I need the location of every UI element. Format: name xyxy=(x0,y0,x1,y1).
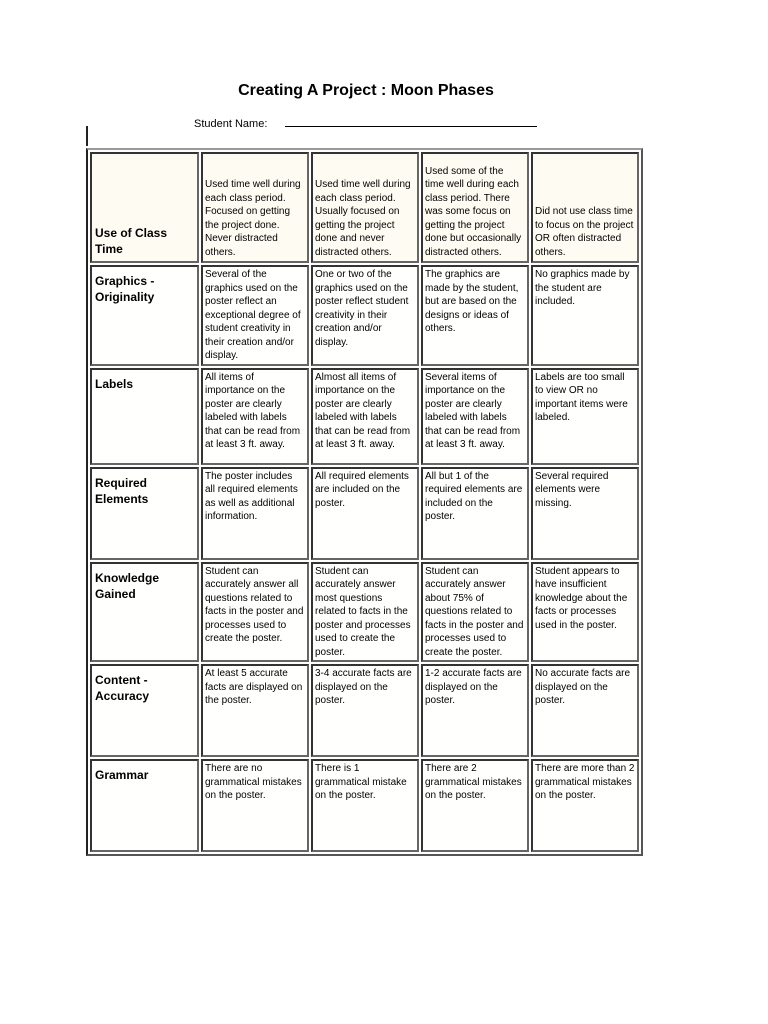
criteria-cell: There are no grammatical mistakes on the poster. xyxy=(201,759,309,852)
rubric-row-content-accuracy xyxy=(90,664,639,757)
criteria-cell: There are 2 grammatical mistakes on the poster. xyxy=(421,759,529,852)
criteria-cell: Used some of the time well during each class period. There was some focus on getting the project done but occasionally distracted others. xyxy=(421,152,529,263)
criteria-cell: Several of the graphics used on the poster reflect an exceptional degree of student creativity in their creation and/or display. xyxy=(201,265,309,366)
rubric-row-graphics-originality xyxy=(90,265,639,366)
criteria-cell: Used time well during each class period. Usually focused on getting the project done and never distracted others. xyxy=(311,152,419,263)
rubric-row-grammar xyxy=(90,759,639,852)
student-name-line xyxy=(194,116,537,130)
criteria-cell: All required elements are included on the poster. xyxy=(311,467,419,560)
criteria-cell: There are more than 2 grammatical mistakes on the poster. xyxy=(531,759,639,852)
margin-mark xyxy=(86,126,88,146)
criteria-cell: One or two of the graphics used on the poster reflect student creativity in their creation and/or display. xyxy=(311,265,419,366)
criteria-cell: 3-4 accurate facts are displayed on the poster. xyxy=(311,664,419,757)
criteria-cell: No graphics made by the student are included. xyxy=(531,265,639,366)
category-cell: Grammar xyxy=(90,759,199,852)
criteria-cell: The poster includes all required elements as well as additional information. xyxy=(201,467,309,560)
student-name-label: Student Name: xyxy=(194,118,268,130)
category-cell: Labels xyxy=(90,368,199,465)
criteria-cell: Several items of importance on the poster are clearly labeled with labels that can be read from at least 3 ft. away. xyxy=(421,368,529,465)
rubric-row-use-of-class-time xyxy=(90,152,639,263)
criteria-cell: Used time well during each class period. Focused on getting the project done. Never distracted others. xyxy=(201,152,309,263)
criteria-cell: 1-2 accurate facts are displayed on the poster. xyxy=(421,664,529,757)
criteria-cell: Student can accurately answer all questions related to facts in the poster and processes used to create the poster. xyxy=(201,562,309,663)
criteria-cell: There is 1 grammatical mistake on the poster. xyxy=(311,759,419,852)
category-cell: Knowledge Gained xyxy=(90,562,199,663)
document-title: Creating A Project : Moon Phases xyxy=(238,82,494,99)
criteria-cell: Almost all items of importance on the poster are clearly labeled with labels that can be read from at least 3 ft. away. xyxy=(311,368,419,465)
rubric-table xyxy=(86,148,643,856)
category-cell: Graphics - Originality xyxy=(90,265,199,366)
category-cell: Content - Accuracy xyxy=(90,664,199,757)
criteria-cell: All but 1 of the required elements are included on the poster. xyxy=(421,467,529,560)
rubric-row-labels xyxy=(90,368,639,465)
criteria-cell: No accurate facts are displayed on the poster. xyxy=(531,664,639,757)
category-cell: Required Elements xyxy=(90,467,199,560)
criteria-cell: The graphics are made by the student, but are based on the designs or ideas of others. xyxy=(421,265,529,366)
student-name-blank xyxy=(285,116,537,127)
criteria-cell: Student can accurately answer about 75% of questions related to facts in the poster and processes used to create the poster. xyxy=(421,562,529,663)
category-cell: Use of Class Time xyxy=(90,152,199,263)
rubric-row-required-elements xyxy=(90,467,639,560)
criteria-cell: Several required elements were missing. xyxy=(531,467,639,560)
criteria-cell: Did not use class time to focus on the project OR often distracted others. xyxy=(531,152,639,263)
criteria-cell: At least 5 accurate facts are displayed on the poster. xyxy=(201,664,309,757)
criteria-cell: Student appears to have insufficient knowledge about the facts or processes used in the poster. xyxy=(531,562,639,663)
criteria-cell: Student can accurately answer most questions related to facts in the poster and processes used to create the poster. xyxy=(311,562,419,663)
criteria-cell: All items of importance on the poster are clearly labeled with labels that can be read from at least 3 ft. away. xyxy=(201,368,309,465)
rubric-row-knowledge-gained xyxy=(90,562,639,663)
criteria-cell: Labels are too small to view OR no important items were labeled. xyxy=(531,368,639,465)
